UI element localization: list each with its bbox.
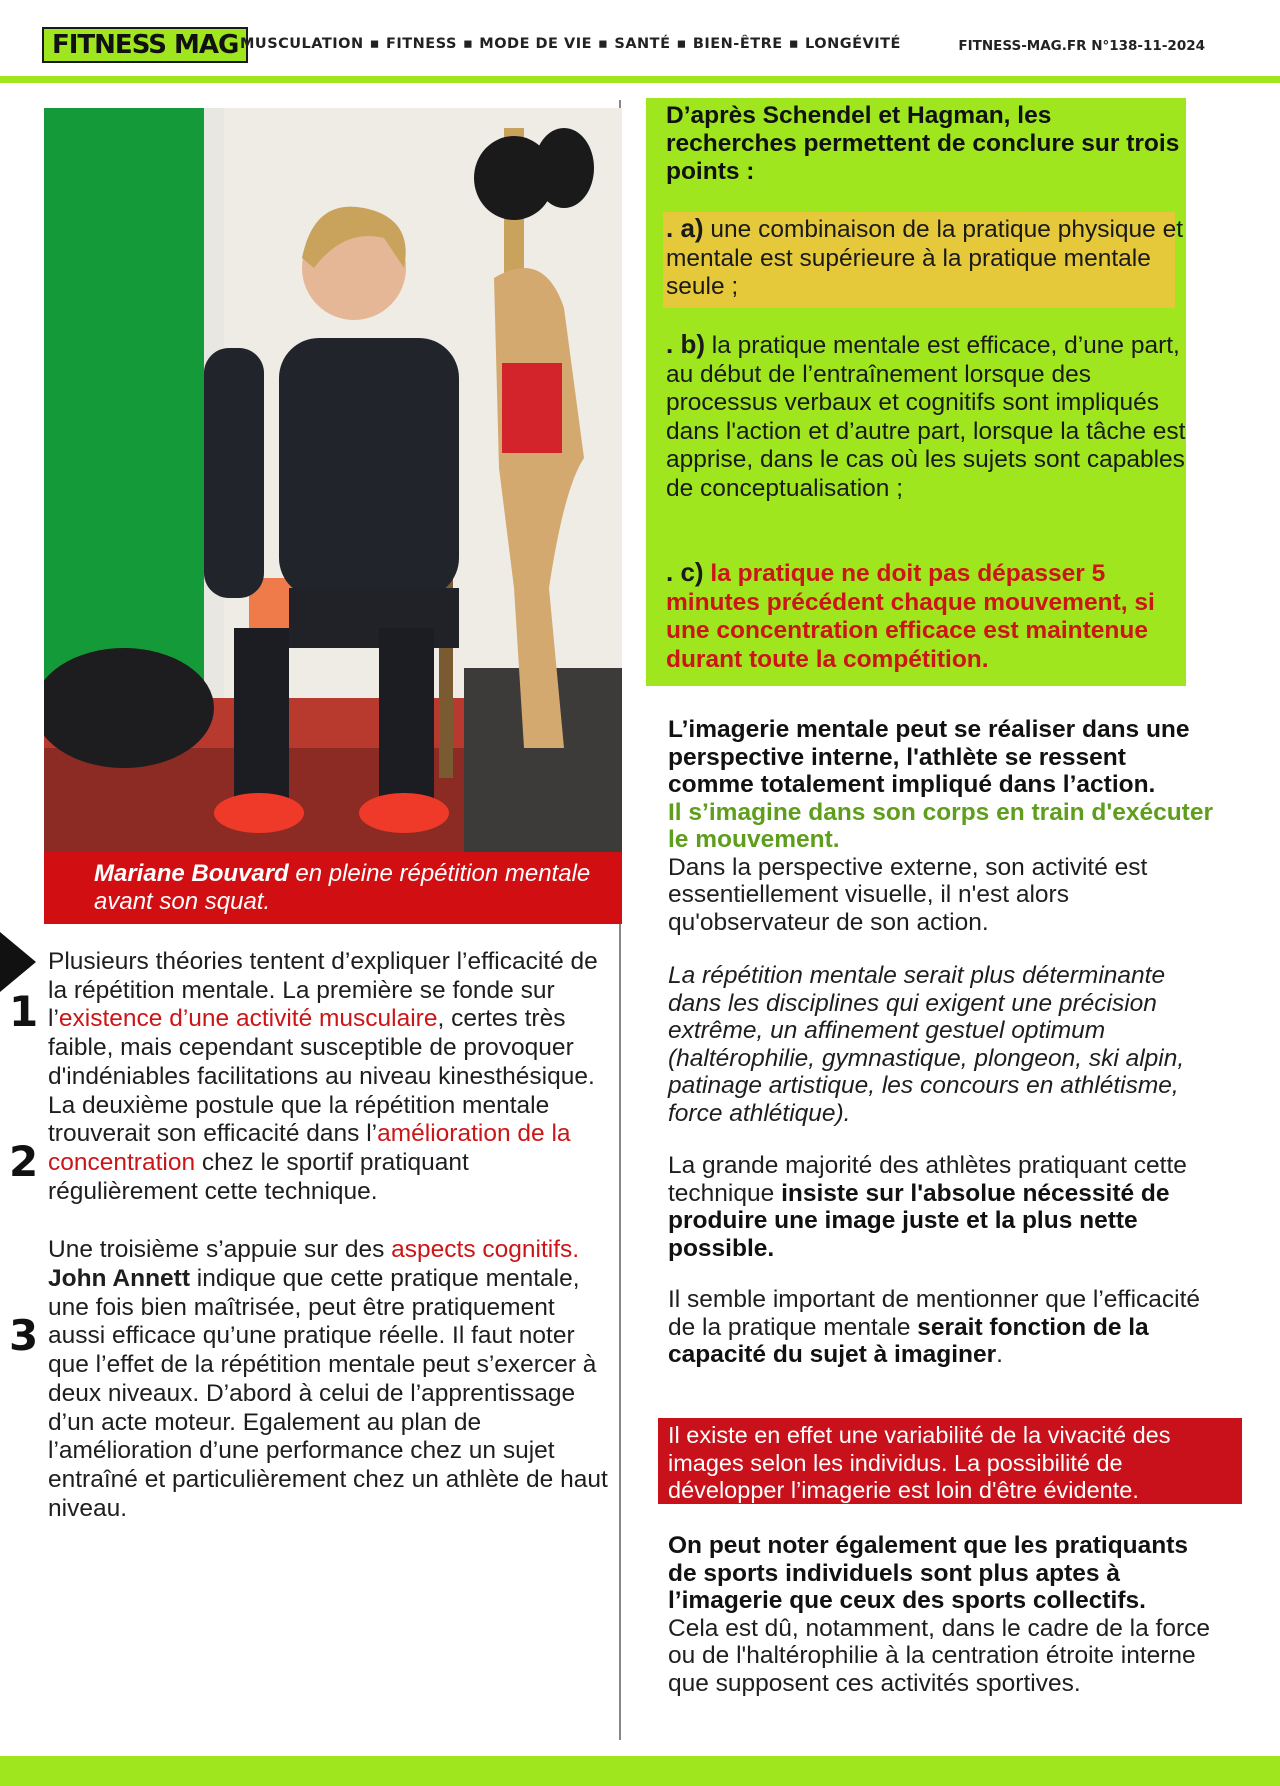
text-span: La grande majorité des athlètes pratiquant cette technique: [668, 1152, 1187, 1207]
section-nav: [240, 36, 901, 52]
text-span: .: [996, 1341, 1003, 1368]
capacity-paragraph: [668, 1286, 1218, 1369]
athlete-photo: [44, 108, 622, 852]
nav-separator: ▪: [369, 36, 380, 52]
conclusions-box: [646, 98, 1186, 686]
text-span: Plusieurs théories tentent d’expliquer l’efficacité de la répétition mentale. La première se fonde sur l’: [48, 948, 598, 1033]
point-text: la pratique ne doit pas dépasser 5 minutes précédent chaque mouvement, si une concentration efficace est maintenue durant toute la compétition.: [666, 560, 1155, 673]
point-c: [666, 558, 1186, 674]
theories-text: [48, 948, 608, 1523]
green-text: Il s’imagine dans son corps en train d'exécuter le mouvement.: [668, 798, 1213, 853]
bold-text: L’imagerie mentale peut se réaliser dans une perspective interne, l'athlète se ressent comme totalement impliqué dans l’action.: [668, 716, 1190, 798]
majority-paragraph: [668, 1152, 1218, 1262]
nav-separator: ▪: [676, 36, 687, 52]
bold-text: insiste sur l'absolue nécessité de produire une image juste et la plus nette possible.: [668, 1179, 1170, 1262]
nav-separator: ▪: [598, 36, 609, 52]
footer-bar: [0, 1756, 1280, 1786]
conclusions-heading: D’après Schendel et Hagman, les recherches permettent de conclure sur trois points :: [666, 102, 1180, 185]
nav-separator: ▪: [788, 36, 800, 52]
text-span: chez le sportif pratiquant régulièrement cette technique.: [48, 1148, 469, 1205]
author-name: John Annett: [48, 1265, 190, 1293]
theory-number-3: 3: [9, 1311, 39, 1360]
caption-name: Mariane Bouvard: [94, 860, 289, 887]
nav-separator: ▪: [462, 36, 474, 52]
point-label: . a): [666, 213, 704, 243]
photo-caption: [44, 852, 622, 924]
theory-number-2: 2: [9, 1137, 39, 1186]
point-label: . b): [666, 329, 705, 359]
nav-item-longevite[interactable]: LONGÉVITÉ: [805, 36, 901, 52]
bold-text: serait fonction de la capacité du sujet à imaginer: [668, 1313, 1149, 1368]
disciplines-paragraph: La répétition mentale serait plus déterminante dans les disciplines qui exigent une précision extrême, un affinement gestuel optimum (haltérophilie, gymnastique, plongeon, ski alpin, patinage artistique, les concours en athlétisme, force athlétique).: [668, 962, 1185, 1127]
nav-item-musculation[interactable]: MUSCULATION: [240, 36, 364, 52]
text-span: Dans la perspective externe, son activité est essentiellement visuelle, il n'est alors qu'observateur de son action.: [668, 853, 1148, 936]
point-text: la pratique mentale est efficace, d’une part, au début de l’entraînement lorsque des processus verbaux et cognitifs sont impliqués dans l'action et d’autre part, lorsque la tâche est apprise, dans le cas où les sujets sont capables de conceptualisation ;: [666, 332, 1186, 502]
text-span: , certes très faible, mais cependant susceptible de provoquer d'indéniables facilitations au niveau kinesthésique.: [48, 1005, 595, 1090]
arrow-marker-icon: [0, 932, 36, 992]
point-text: une combinaison de la pratique physique et mentale est supérieure à la pratique mentale seule ;: [666, 216, 1184, 300]
theory-paragraph-2: [48, 1092, 608, 1207]
magazine-logo[interactable]: FITNESS MAG: [42, 27, 248, 63]
nav-item-fitness[interactable]: FITNESS: [385, 36, 457, 52]
caption-text: en pleine répétition mentale avant son squat.: [94, 860, 591, 915]
nav-item-sante[interactable]: SANTÉ: [614, 36, 671, 52]
nav-item-mode-de-vie[interactable]: MODE DE VIE: [479, 36, 593, 52]
header-rule: [0, 76, 1280, 83]
point-b: [666, 330, 1186, 503]
point-a: [666, 214, 1186, 302]
text-span: Une troisième s’appuie sur des: [48, 1236, 392, 1264]
point-label: . c): [666, 557, 704, 587]
text-span: Cela est dû, notamment, dans le cadre de la force ou de l'haltérophilie à la centration étroite interne que supposent ces activités sportives.: [668, 1614, 1211, 1697]
theory-number-1: 1: [9, 987, 39, 1036]
individual-sports-paragraph: [668, 1532, 1218, 1697]
theory-paragraph-1: [48, 948, 608, 1092]
text-span: La deuxième postule que la répétition mentale trouverait son efficacité dans l’: [48, 1091, 550, 1148]
highlight-text: aspects cognitifs.: [391, 1236, 580, 1264]
highlight-text: existence d’une activité musculaire: [58, 1005, 438, 1033]
imagery-paragraph: [668, 716, 1218, 936]
issue-number: FITNESS-MAG.FR N°138-11-2024: [958, 38, 1205, 54]
variability-callout: Il existe en effet une variabilité de la vivacité des images selon les individus. La possibilité de développer l’imagerie est loin d'être évidente.: [658, 1418, 1242, 1504]
text-span: indique que cette pratique mentale, une fois bien maîtrisée, peut être pratiquement aussi efficace qu’une pratique réelle. Il faut noter que l’effet de la répétition mentale peut s’exercer à deux niveaux. D’abord à celui de l’apprentissage d’un acte moteur. Egalement au plan de l’amélioration d’une performance chez un sujet entraîné et particulièrement chez un athlète de haut niveau.: [48, 1265, 608, 1522]
theory-paragraph-3: [48, 1236, 608, 1523]
highlight-text: amélioration de la concentration: [48, 1120, 571, 1176]
text-span: Il semble important de mentionner que l’efficacité de la pratique mentale: [668, 1286, 1201, 1341]
page-header: [0, 0, 1280, 80]
nav-item-bien-etre[interactable]: BIEN-ÊTRE: [692, 36, 783, 52]
bold-text: On peut noter également que les pratiquants de sports individuels sont plus aptes à l’imagerie que ceux des sports collectifs.: [668, 1532, 1189, 1614]
